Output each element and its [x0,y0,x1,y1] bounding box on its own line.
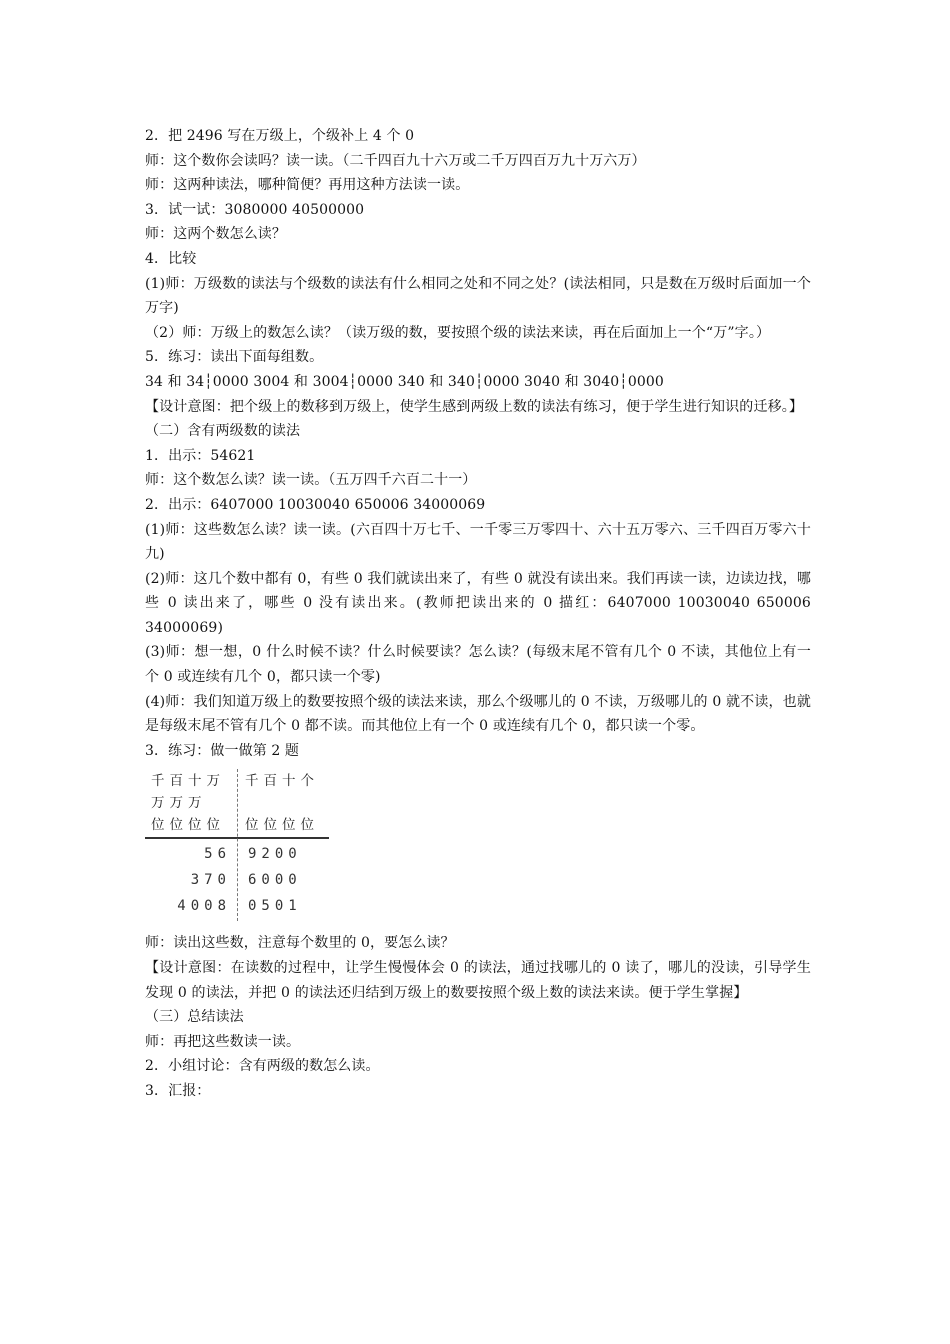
text-line: 师：读出这些数，注意每个数里的 0，要怎么读？ [145,935,455,952]
text-line: 师：这个数怎么读？读一读。（五万四千六百二十一） [145,472,477,489]
level-divider [237,769,238,921]
text-line: 2．把 2496 写在万级上，个级补上 4 个 0 [145,128,415,144]
design-intent-note: 【设计意图：把个级上的数移到万级上，使学生感到两级上数的读法有练习，便于学生进行知识的迁移。】 [145,398,804,415]
text-line: 2．出示：6407000 10030040 650006 34000069 [145,496,486,513]
text-paragraph: (1)师：这些数怎么读？读一读。(六百四十万七千、一千零三万零四十、六十五万零六、三千四百万零六十九) [145,521,811,563]
text-line: 师：再把这些数读一读。 [145,1033,301,1050]
text-line: 2．小组讨论：含有两级的数怎么读。 [145,1058,380,1075]
section-heading: （二）含有两级数的读法 [145,423,301,440]
chart-number-wan: 370 [190,872,231,889]
section-heading: （三）总结读法 [145,1009,244,1026]
header-label: 千百十万 [151,773,225,790]
text-line: 4．比较 [145,250,197,267]
text-line: 3．汇报： [145,1083,211,1099]
header-label: 位位位位 [245,817,319,834]
place-value-chart [145,765,345,931]
text-paragraph: (1)师：万级数的读法与个级数的读法有什么相同之处和不同之处？(读法相同，只是数在万级时后面加一个万字) [145,275,811,317]
text-paragraph: (2)师：这几个数中都有 0，有些 0 我们就读出来了，有些 0 就没有读出来。我们再读一读，边读边找，哪些 0 读出来了，哪些 0 没有读出来。(教师把读出来的 0 描红：6407000 10030040 650006 34000069) [145,570,811,636]
number-groups-line: 34 和 34┆0000 3004 和 3004┆0000 340 和 340┆0000 3040 和 3040┆0000 [145,373,664,390]
design-intent-note: 【设计意图：在读数的过程中，让学生慢慢体会 0 的读法，通过找哪儿的 0 读了，哪儿的没读，引导学生发现 0 的读法，并把 0 的读法还归结到万级上的数要按照个级上数的读法来读。便于学生掌握】 [145,960,811,1001]
text-line: 1．出示：54621 [145,447,256,464]
chart-number-ge: 6000 [248,872,302,889]
text-line: 师：这个数你会读吗？读一读。（二千四百九十六万或二千万四百万九十万六万） [145,152,646,169]
document-body [145,124,811,1104]
text-line: 5．练习：读出下面每组数。 [145,349,324,366]
text-line: 师：这两种读法，哪种简便？再用这种方法读一读。 [145,177,470,194]
text-paragraph: (4)师：我们知道万级上的数要按照个级的读法来读，那么个级哪儿的 0 不读，万级哪儿的 0 就不读，也就是每级末尾不管有几个 0 都不读。而其他位上有一个 0 或连续有几个 0，都只读一个零。 [145,693,811,735]
text-line: 3．试一试：3080000 40500000 [145,201,365,218]
header-label: 位位位位 [151,817,225,834]
text-paragraph: (3)师：想一想，0 什么时候不读？什么时候要读？怎么读？(每级末尾不管有几个 0 不读，其他位上有一个 0 或连续有几个 0，都只读一个零) [145,644,811,686]
chart-number-wan: 4008 [177,898,231,915]
chart-number-ge: 0501 [248,898,302,915]
chart-number-ge: 9200 [248,846,302,863]
header-label: 万万万 [151,795,207,812]
text-paragraph: （2）师：万级上的数怎么读？（读万级的数，要按照个级的读法来读，再在后面加上一个“万”字。） [145,324,771,341]
text-line: 师：这两个数怎么读？ [145,226,286,243]
header-label: 千百十个 [245,773,319,790]
chart-number-wan: 56 [204,846,231,863]
text-line: 3．练习：做一做第 2 题 [145,742,300,759]
